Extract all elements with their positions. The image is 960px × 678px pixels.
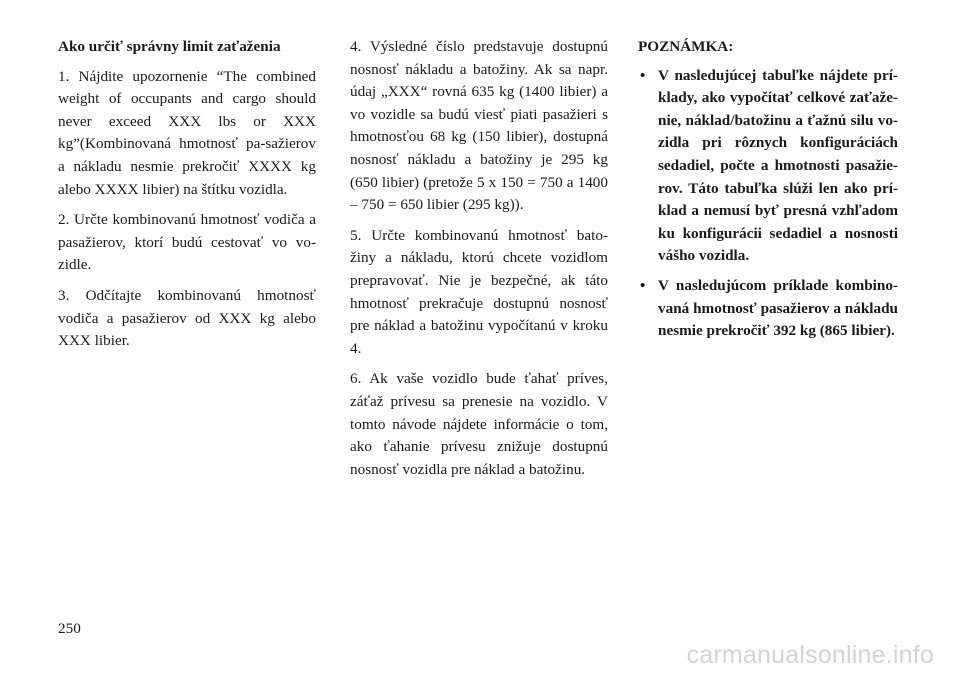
text-column-2 [350,36,608,489]
watermark: carmanualsonline.info [686,641,934,669]
note-bullet-text: V nasledujúcom príklade kombino-vaná hmotnosť pasažierov a nákladu nesmie prekročiť 392 kg (865 libier). [658,276,898,340]
step-5-paragraph: 5. Určte kombinovanú hmotnosť bato-žiny a nákladu, ktorú chcete vozidlom prepravovať. Nie je bezpečné, ak táto hmotnosť prekračuje dostupnú nosnosť pre náklad a batožinu vypočítanú v kroku 4. [350,226,608,357]
step-4-paragraph: 4. Výsledné číslo predstavuje dostupnú nosnosť nákladu a batožiny. Ak sa napr. údaj „XXX“ rovná 635 kg (1400 libier) a vo vozidle sa budú viesť piati pasažieri s hmotnosťou 68 kg (150 libier), dostupná nosnosť nákladu a batožiny je 295 kg (650 libier) (pretože 5 x 150 = 750 a 1400 – 750 = 650 libier (295 kg)). [350,38,608,214]
section-heading: Ako určiť správny limit zaťaženia [58,38,281,55]
note-bullet-item [638,275,898,343]
note-title: POZNÁMKA: [638,38,734,55]
note-bullet-item [638,65,898,268]
bullet-icon: • [640,276,646,294]
note-column [638,36,898,350]
step-2-paragraph: 2. Určte kombinovanú hmotnosť vodiča a pasažierov, ktorí budú cestovať vo vo-zidle. [58,211,316,274]
note-bullet-list [638,65,898,343]
step-3-paragraph: 3. Odčítajte kombinovanú hmotnosť vodiča a pasažierov od XXX kg alebo XXX libier. [58,286,316,350]
bullet-icon: • [640,66,646,84]
page-number: 250 [58,620,81,637]
step-6-paragraph: 6. Ak vaše vozidlo bude ťahať príves, záťaž prívesu sa prenesie na vozidlo. V tomto návode nájdete informácie o tom, ako ťahanie prívesu znižuje dostupnú nosnosť vozidla pre náklad a batožinu. [350,370,608,478]
note-bullet-text: V nasledujúcej tabuľke nájdete prí-klady, ako vypočítať celkové zaťaže-nie, náklad/batožinu a ťažnú silu vo-zidla pri rôznych konfiguráciách sedadiel, počte a hmotnosti pasažie-rov. Táto tabuľka slúži len ako prí-klad a nemusí byť presná vzhľadom ku konfigurácii sedadiel a nosnosti vášho vozidla. [658,66,898,265]
step-1-paragraph: 1. Nájdite upozornenie “The combined weight of occupants and cargo should never exceed XXX lbs or XXX kg”(Kombinovaná hmotnosť pa-sažierov a nákladu nesmie prekročiť XXXX kg alebo XXXX libier) na štítku vozidla. [58,67,316,198]
text-column-1 [58,36,316,361]
